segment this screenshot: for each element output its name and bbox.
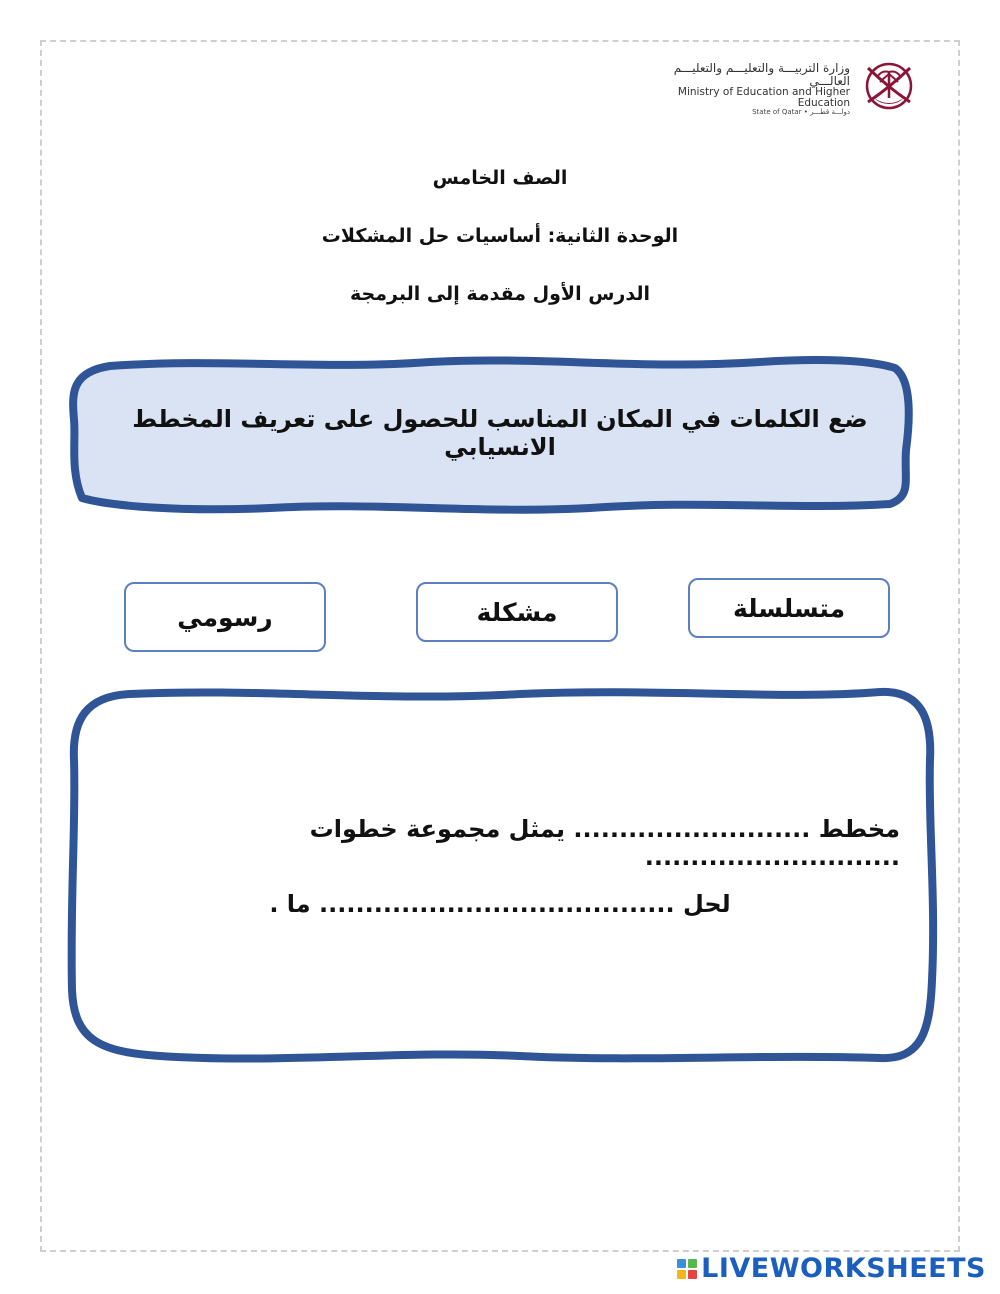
drop-blank-2[interactable]: ............................ <box>644 843 900 871</box>
state-label: State of Qatar • دولـــة قطـــر <box>752 108 850 117</box>
liveworksheets-wordmark: LIVEWORKSHEETS <box>701 1253 986 1284</box>
sentence-word-end: ما . <box>269 890 311 918</box>
word-tile-graphical[interactable]: رسومي <box>124 582 326 652</box>
ministry-name-arabic: وزارة التربيـــة والتعليـــم والتعليـــم العالـــي <box>673 61 850 88</box>
liveworksheets-brand <box>677 1253 986 1284</box>
sentence-line-1 <box>100 815 900 871</box>
instruction-text: ضع الكلمات في المكان المناسب للحصول على تعريف المخطط الانسيابي <box>132 405 868 461</box>
liveworksheets-logo-icon <box>677 1259 697 1279</box>
ministry-name-english: Ministry of Education and Higher Education <box>677 86 850 110</box>
sentence-word-flowchart: مخطط <box>818 815 900 843</box>
sentence-word-to-solve: لحل <box>682 890 731 918</box>
drop-blank-3[interactable]: ....................................... <box>319 890 675 918</box>
grade-title: الصف الخامس <box>432 167 568 189</box>
unit-title: الوحدة الثانية: أساسيات حل المشكلات <box>321 225 679 247</box>
lesson-title: الدرس الأول مقدمة إلى البرمجة <box>350 283 650 305</box>
drop-blank-1[interactable]: .......................... <box>573 815 811 843</box>
word-tile-sequential[interactable]: متسلسلة <box>688 578 890 638</box>
sentence-phrase-steps: يمثل مجموعة خطوات <box>309 815 565 843</box>
word-tile-problem[interactable]: مشكلة <box>416 582 618 642</box>
sentence-box-shape <box>72 692 934 1059</box>
sentence-line-2 <box>100 890 900 918</box>
